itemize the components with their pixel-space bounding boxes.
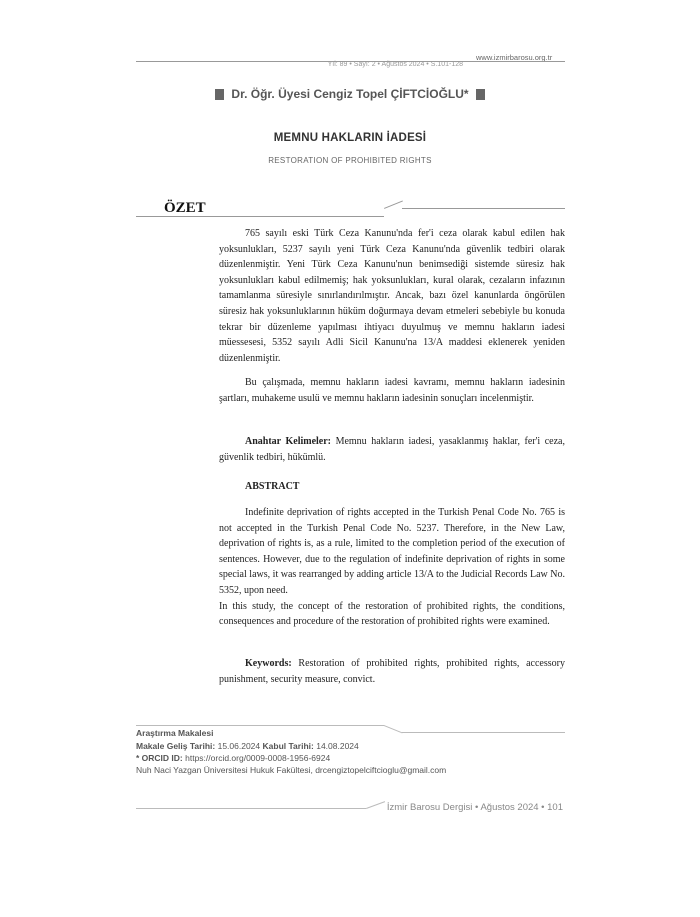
page-footer: İzmir Barosu Dergisi • Ağustos 2024 • 101 [386, 802, 563, 813]
meta-rule-right [402, 732, 565, 733]
ozet-body [219, 226, 565, 366]
accepted-label: Kabul Tarihi: [262, 741, 314, 751]
ozet-heading: ÖZET [164, 200, 206, 216]
abstract-keywords-block [219, 656, 565, 687]
article-type-label: Araştırma Makalesi [136, 728, 214, 738]
abstract-heading-block [219, 479, 565, 495]
orcid-label: * ORCID ID: [136, 753, 183, 763]
issue-info: Yıl: 89 • Sayı: 2 • Ağustos 2024 • S.101-128 [327, 61, 463, 68]
ozet-body-2 [219, 375, 565, 406]
ozet-rule-right [402, 208, 565, 209]
ozet-rule-diagonal [384, 201, 403, 209]
article-title: MEMNU HAKLARIN İADESİ [273, 132, 427, 144]
ozet-keywords-block [219, 434, 565, 465]
abstract-paragraph-1: Indefinite deprivation of rights accepted in the Turkish Penal Code No. 765 is not accepted in the Turkish Penal Code No. 5237. Therefore, in the New Law, deprivation of rights is, as a rule, limited to the completion period of the execution of sentences. However, due to the regulation of indefinite deprivation of rights in some special laws, it was rearranged by adding article 13/A to the Judicial Records Law No. 5352, upon need. [219, 507, 565, 596]
ozet-keywords-label: Anahtar Kelimeler: [245, 436, 332, 447]
square-ornament-left [215, 89, 224, 100]
article-type [136, 728, 214, 738]
accepted-date: 14.08.2024 [316, 741, 359, 751]
orcid-row [136, 753, 330, 763]
author-row [0, 87, 700, 101]
author-name: Dr. Öğr. Üyesi Cengiz Topel ÇİFTCİOĞLU* [231, 87, 469, 101]
abstract-paragraph-2: In this study, the concept of the restoration of prohibited rights, the conditions, consequences and procedure of the restoration of prohibited rights were examined. [219, 600, 565, 628]
abstract-keywords-text: Restoration of prohibited rights, prohibited rights, accessory punishment, security measure, convict. [219, 658, 565, 685]
meta-rule-diagonal [384, 725, 403, 733]
square-ornament-right [476, 89, 485, 100]
abstract-keywords [219, 656, 565, 687]
orcid-link[interactable]: https://orcid.org/0009-0008-1956-6924 [185, 753, 331, 763]
submitted-date: 15.06.2024 [217, 741, 261, 751]
ozet-keywords [219, 434, 565, 465]
ozet-paragraph-2: Bu çalışmada, memnu hakların iadesi kavramı, memnu hakların iadesinin şartları, muhakeme usulü ve memnu hakların iadesinin sonuçları incelenmiştir. [219, 377, 565, 404]
ozet-rule [136, 216, 384, 217]
ozet-keywords-text: Memnu hakların iadesi, yasaklanmış haklar, fer'i ceza, güvenlik tedbiri, hükümlü. [219, 436, 565, 463]
abstract-keywords-label: Keywords: [245, 658, 292, 669]
affiliation: Nuh Naci Yazgan Üniversitesi Hukuk Fakültesi, drcengiztopelciftcioglu@gmail.com [136, 765, 447, 775]
abstract-body [219, 505, 565, 630]
article-subtitle: RESTORATION OF PROHIBITED RIGHTS [268, 156, 432, 165]
site-url[interactable]: www.izmirbarosu.org.tr [476, 53, 553, 62]
article-dates [136, 741, 359, 751]
abstract-heading: ABSTRACT [245, 481, 300, 492]
meta-rule [136, 725, 384, 726]
submitted-label: Makale Geliş Tarihi: [136, 741, 216, 751]
ozet-paragraph-1: 765 sayılı eski Türk Ceza Kanunu'nda fer'i ceza olarak kabul edilen hak yoksunlukları, 5237 sayılı yeni Türk Ceza Kanunu'nda güvenlik tedbiri olarak düzenlenmiştir. Yeni Türk Ceza Kanunu'nun benimsediği sistemde süresiz hak yoksunlukları kabul edilmemiş; hak yoksunlukları, kural olarak, cezaların infazının tamamlanma süresiyle sınırlandırılmıştır. Ancak, bazı özel kanunlarda öngörülen süresiz hak yoksunluklarının hüküm doğurmaya devam etmeleri sebebiyle bu konuda tekrar bir düzenleme yapılması ihtiyacı duyulmuş ve memnu hakların iadesi müessesesi, 5352 sayılı Adli Sicil Kanunu'na 13/A maddesi eklenerek yeniden düzenlenmiştir. [219, 228, 565, 364]
